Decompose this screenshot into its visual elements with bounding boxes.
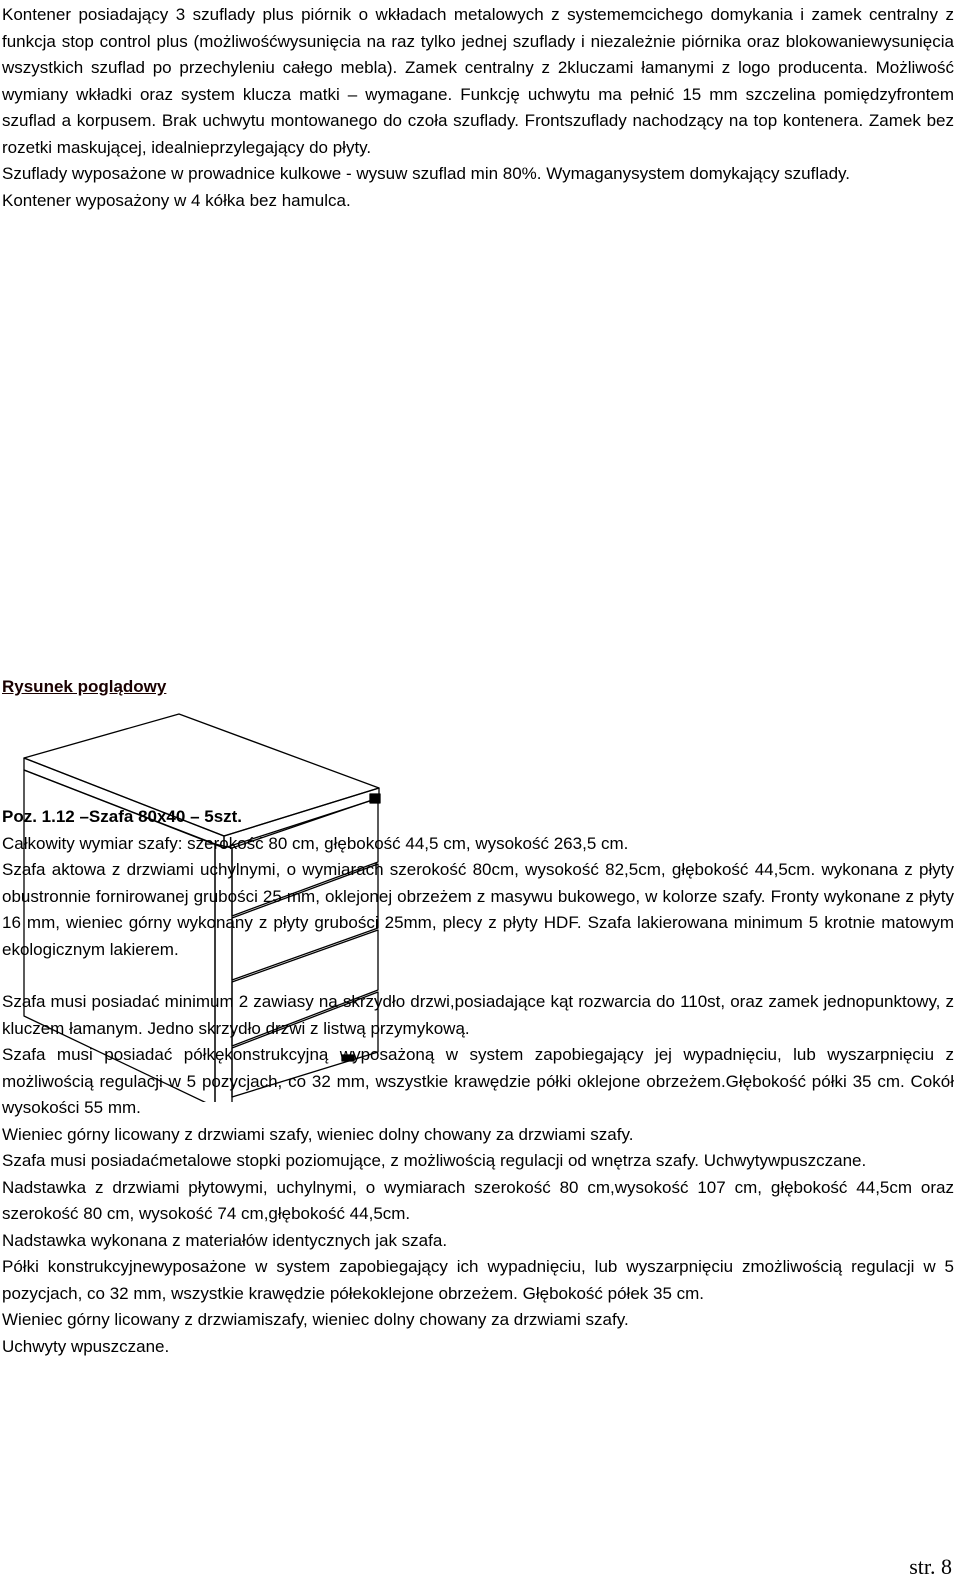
item-title: Poz. 1.12 –Szafa 80x40 – 5szt. bbox=[2, 807, 243, 826]
description-paragraph: Kontener wyposażony w 4 kółka bez hamulca. bbox=[2, 190, 351, 210]
paragraph-gap bbox=[0, 963, 956, 989]
section-heading-illustration: Rysunek poglądowy bbox=[2, 677, 167, 696]
spec-paragraph: Szafa musi posiadać minimum 2 zawiasy na skrzydło drzwi,posiadające kąt rozwarcia do 110st, oraz zamek jednopunktowy, z kluczem łamanym. Jedno skrzydło drzwi z listwą przymykową. bbox=[2, 992, 954, 1038]
spec-paragraph: Szafa musi posiadaćmetalowe stopki poziomujące, z możliwością regulacji od wnętrza szafy. Uchwytywpuszczane. bbox=[2, 1151, 867, 1170]
cabinet-specification bbox=[0, 804, 956, 1360]
pedestal-description bbox=[0, 2, 956, 214]
spec-paragraph: Szafa musi posiadać półkękonstrukcyjną wyposażoną w system zapobiegający jej wypadnięciu, lub wyszarpnięciu z możliwością regulacji w 5 pozycjach, co 32 mm, wszystkie krawędzie półki oklejone obrzeżem.Głębokość półki 35 cm. Cokół wysokości 55 mm. bbox=[2, 1045, 954, 1117]
spec-paragraph: Całkowity wymiar szafy: szerokość 80 cm, głębokość 44,5 cm, wysokość 263,5 cm. bbox=[2, 833, 629, 853]
spec-paragraph: Wieniec górny licowany z drzwiami szafy, wieniec dolny chowany za drzwiami szafy. bbox=[2, 1124, 634, 1144]
spec-paragraph: Uchwyty wpuszczane. bbox=[2, 1336, 170, 1356]
page-number: str. 8 bbox=[909, 1554, 952, 1579]
description-paragraph: Szuflady wyposażone w prowadnice kulkowe - wysuw szuflad min 80%. Wymaganysystem domykający szuflady. bbox=[2, 164, 850, 183]
spec-paragraph: Szafa aktowa z drzwiami uchylnymi, o wymiarach szerokość 80cm, wysokość 82,5cm, głębokość 44,5cm. wykonana z płyty obustronnie fornirowanej grubości 25 mm, oklejonej obrzeżem z masywu bukowego, w kolorze szafy. Fronty wykonane z płyty 16 mm, wieniec górny wykonany z płyty grubości 25mm, plecy z płyty HDF. Szafa lakierowana minimum 5 krotnie matowym ekologicznym lakierem. bbox=[2, 860, 954, 959]
spec-paragraph: Półki konstrukcyjnewyposażone w system zapobiegający ich wypadnięciu, lub wyszarpnięciu zmożliwością regulacji w 5 pozycjach, co 32 mm, wszystkie krawędzie półekoklejone obrzeżem. Głębokość półek 35 cm. bbox=[2, 1257, 954, 1303]
description-paragraph: Kontener posiadający 3 szuflady plus piórnik o wkładach metalowych z systememcichego domykania i zamek centralny z funkcja stop control plus (możliwośćwysunięcia na raz tylko jednej szuflady i niezależnie piórnika oraz blokowaniewysunięcia wszystkich szuflad po przechyleniu całego mebla). Zamek centralny z 2kluczami łamanymi z logo producenta. Możliwość wymiany wkładki oraz system klucza matki – wymagane. Funkcję uchwytu ma pełnić 15 mm szczelina pomiędzyfrontem szuflad a korpusem. Brak uchwytu montowanego do czoła szuflady. Frontszuflady nachodzący na top kontenera. Zamek bez rozetki maskującej, idealnieprzylegający do płyty. bbox=[2, 5, 954, 157]
spec-paragraph: Nadstawka wykonana z materiałów identycznych jak szafa. bbox=[2, 1230, 448, 1250]
spec-paragraph: Nadstawka z drzwiami płytowymi, uchylnymi, o wymiarach szerokość 80 cm,wysokość 107 cm, głębokość 44,5cm oraz szerokość 80 cm, wysokość 74 cm,głębokość 44,5cm. bbox=[2, 1177, 954, 1223]
spec-paragraph: Wieniec górny licowany z drzwiamiszafy, wieniec dolny chowany za drzwiami szafy. bbox=[2, 1310, 629, 1329]
lock-icon bbox=[370, 794, 380, 803]
